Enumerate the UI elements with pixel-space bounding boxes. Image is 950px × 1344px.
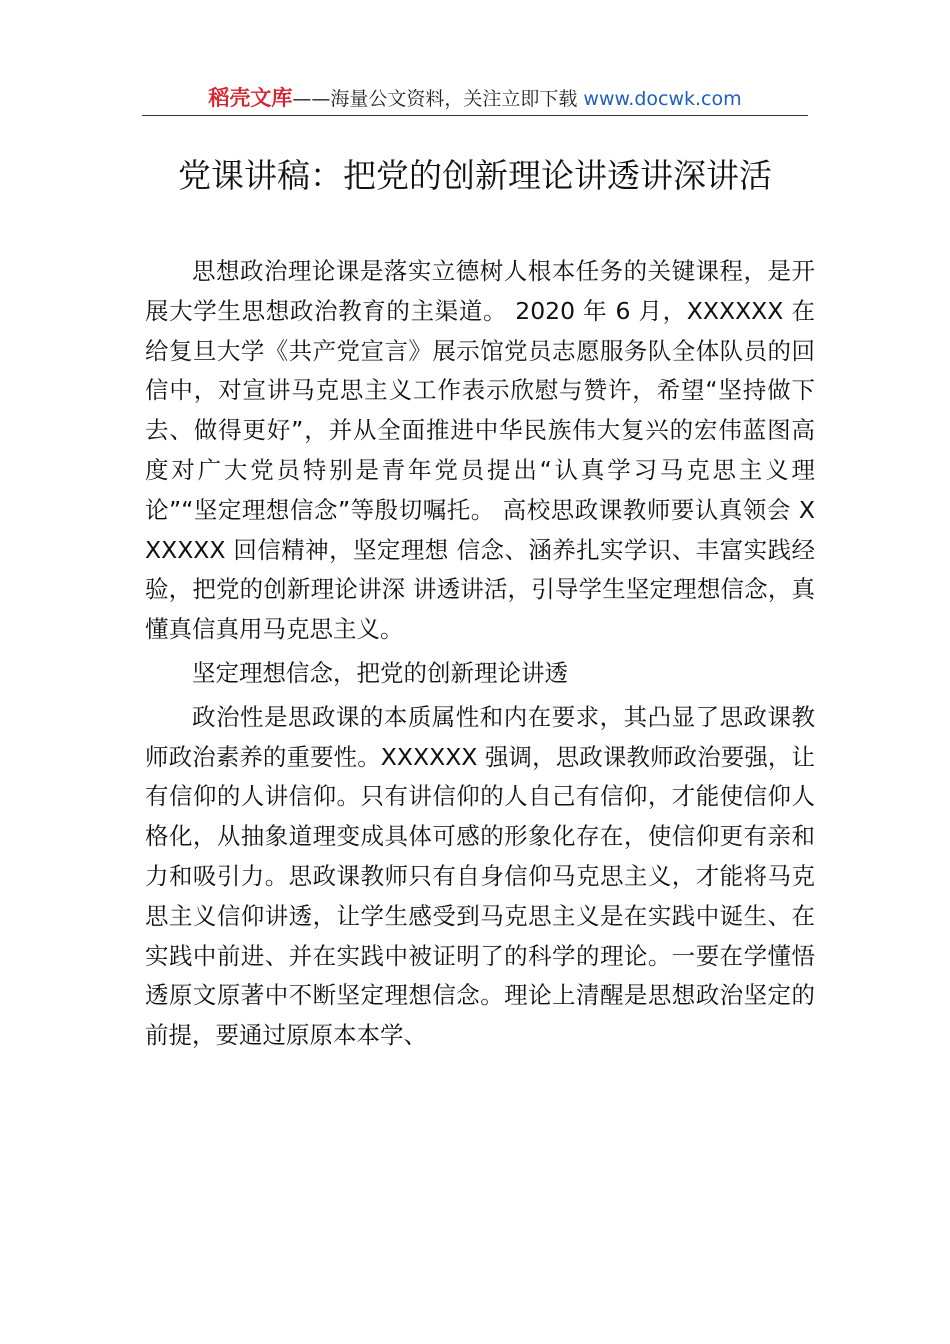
brand-name: 稻壳文库 xyxy=(208,86,293,110)
paragraph-section-1: 政治性是思政课的本质属性和内在要求，其凸显了思政课教师政治素养的重要性。XXXXXX 强调，思政课教师政治要强，让有信仰的人讲信仰。只有讲信仰的人自己有信仰，才能使信仰人格化，从抽象道理变成具体可感的形象化存在，使信仰更有亲和力和吸引力。思政课教师只有自身信仰马克思主义，才能将马克思主义信仰讲透，让学生感受到马克思主义是在实践中诞生、在实践中前进、并在实践中被证明了的科学的理论。一要在学懂悟透原文原著中不断坚定理想信念。理论上清醒是思想政治坚定的前提，要通过原原本本学、 xyxy=(145,702,815,1050)
header-divider xyxy=(142,115,808,116)
document-title: 党课讲稿：把党的创新理论讲透讲深讲活 xyxy=(178,156,772,195)
paragraph-intro: 思想政治理论课是落实立德树人根本任务的关键课程，是开展大学生思想政治教育的主渠道。 2020 年 6 月，XXXXXX 在给复旦大学《共产党宣言》展示馆党员志愿服务队全体队员的回信中，对宣讲马克思主义工作表示欣慰与赞许，希望“坚持做下去、做得更好”，并从全面推进中华民族伟大复兴的宏伟蓝图高度对广大党员特别是青年党员提出“认真学习马克思主义理论”“坚定理想信念”等殷切嘱托。 高校思政课教师要认真领会 XXXXXX 回信精神，坚定理想 信念、涵养扎实学识、丰富实践经验，把党的创新理论讲深 讲透讲活，引导学生坚定理想信念，真懂真信真用马克思主义。 xyxy=(145,257,815,644)
site-link[interactable]: www.docwk.com xyxy=(583,88,742,110)
page-header xyxy=(142,84,808,116)
document-body xyxy=(145,252,815,1056)
header-tagline: ——海量公文资料，关注立即下载 xyxy=(292,88,584,110)
section-heading: 坚定理想信念，把党的创新理论讲透 xyxy=(192,658,568,687)
